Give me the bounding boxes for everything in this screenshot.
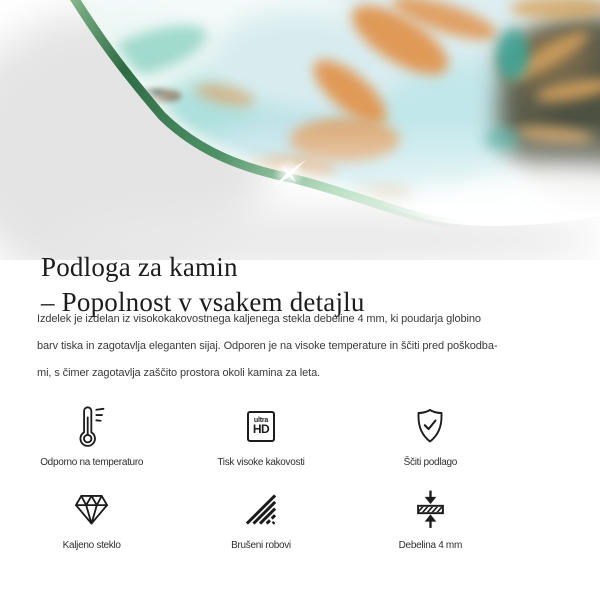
feature-label: Tisk visoke kakovosti [217, 457, 305, 468]
feature-row-1 [7, 404, 515, 469]
feature-thickness [399, 487, 462, 552]
beveled-edges-icon [245, 493, 277, 526]
feature-protects [404, 404, 457, 469]
glass-panel-illustration [0, 0, 600, 260]
feature-label: Brušeni robovi [231, 540, 291, 551]
feature-label: Kaljeno steklo [62, 540, 121, 551]
feature-polished-edges [231, 487, 291, 552]
feature-tempered-glass [63, 487, 121, 552]
feature-label: Ščiti podlago [403, 457, 457, 468]
feature-temperature [40, 404, 143, 469]
feature-label: Debelina 4 mm [398, 540, 462, 551]
hero-image [0, 0, 600, 260]
page-title-line2: – Popolnost v vsakem detajlu [41, 287, 365, 318]
description-line: mi, s čimer zagotavlja zaščito prostora okoli kamina za leta. [37, 367, 321, 379]
description-line: Izdelek je izdelan iz visokokakovostnega kaljenega stekla debeline 4 mm, ki poudarja globino [37, 313, 481, 325]
feature-row-2 [7, 487, 515, 552]
description-line: barv tiska in zagotavlja eleganten sijaj. Odporen je na visoke temperature in ščiti pred poškodba- [37, 340, 498, 352]
ultra-hd-icon: ultra HD [247, 411, 275, 442]
thickness-icon [415, 489, 446, 529]
product-description [37, 306, 497, 387]
feature-label: Odporno na temperaturo [40, 457, 144, 468]
shield-check-icon [416, 408, 444, 444]
diamond-icon [74, 493, 109, 526]
feature-print-quality [217, 404, 304, 469]
feature-grid [7, 404, 515, 552]
thermometer-icon [79, 405, 105, 448]
page-title-line1: Podloga za kamin [41, 252, 238, 283]
